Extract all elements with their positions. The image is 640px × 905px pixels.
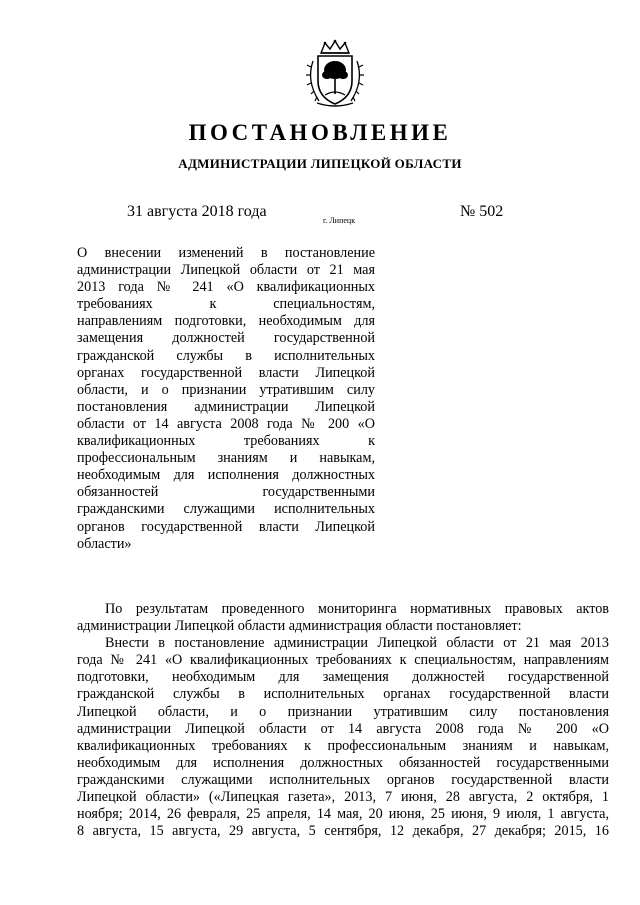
body-line: администрации Липецкой области администрация области постановляет:	[77, 618, 522, 635]
summary-line: постановления администрации Липецкой	[77, 398, 375, 415]
summary-line: области, и о признании утратившим силу	[77, 381, 375, 398]
body-line: подготовки, необходимым для замещения должностей государственной	[77, 669, 609, 686]
summary-line: органах государственной власти Липецкой	[77, 364, 375, 381]
summary-line: О внесении изменений в постановление	[77, 245, 375, 261]
summary-line: гражданскими служащими исполнительных	[77, 501, 375, 518]
body-line: 8 августа, 15 августа, 29 августа, 5 сентября, 12 декабря, 27 декабря; 2015, 16	[77, 823, 609, 840]
body-line: Липецкой области, и о признании утратившим силу постановления	[77, 703, 609, 720]
summary-line: замещения должностей государственной	[77, 330, 375, 347]
document-body	[77, 601, 609, 840]
summary-line: гражданской службы в исполнительных	[77, 347, 375, 364]
summary-line: области»	[77, 535, 132, 552]
summary-line: обязанностей государственными	[77, 484, 375, 501]
body-line: Липецкой области» («Липецкая газета», 2013, 7 июня, 28 августа, 2 октября, 1	[77, 789, 609, 806]
summary-line: профессиональным знаниям и навыкам,	[77, 450, 375, 467]
document-subtitle: АДМИНИСТРАЦИИ ЛИПЕЦКОЙ ОБЛАСТИ	[178, 156, 462, 171]
summary-line: необходимым для исполнения должностных	[77, 467, 375, 484]
document-date: 31 августа 2018 года	[127, 203, 267, 220]
document-number: № 502	[460, 203, 504, 220]
summary-line: области от 14 августа 2008 года № 200 «О	[77, 415, 375, 432]
summary-line: органов государственной власти Липецкой	[77, 518, 375, 535]
summary-line: квалификационных требованиях к	[77, 433, 375, 450]
body-line: Внести в постановление администрации Липецкой области от 21 мая 2013	[105, 635, 609, 652]
document-title: ПОСТАНОВЛЕНИЕ	[188, 120, 452, 145]
body-line: квалификационных требованиях к профессиональным знаниям и навыкам,	[77, 737, 609, 754]
summary-line: 2013 года № 241 «О квалификационных	[77, 279, 375, 296]
body-line: По результатам проведенного мониторинга нормативных правовых актов	[105, 601, 609, 617]
summary-line: администрации Липецкой области от 21 мая	[77, 262, 375, 279]
summary-line: требованиях к специальностям,	[77, 296, 375, 313]
body-line: необходимым для исполнения должностных обязанностей государственными	[77, 754, 609, 771]
body-line: администрации Липецкой области от 14 августа 2008 года № 200 «О	[77, 720, 609, 737]
document-city: г. Липецк	[323, 216, 356, 225]
summary-line: направлениям подготовки, необходимым для	[77, 313, 375, 330]
document-summary	[77, 245, 375, 553]
body-line: ноября; 2014, 26 февраля, 25 апреля, 14 мая, 20 июня, 25 июня, 9 июля, 1 августа,	[77, 806, 609, 823]
body-line: гражданскими служащими исполнительных органов государственной власти	[77, 771, 609, 788]
body-line: года № 241 «О квалификационных требованиях к специальностям, направлениям	[77, 652, 609, 669]
body-line: гражданской службы в исполнительных органах государственной власти	[77, 686, 609, 703]
coat-of-arms-icon	[303, 39, 367, 109]
